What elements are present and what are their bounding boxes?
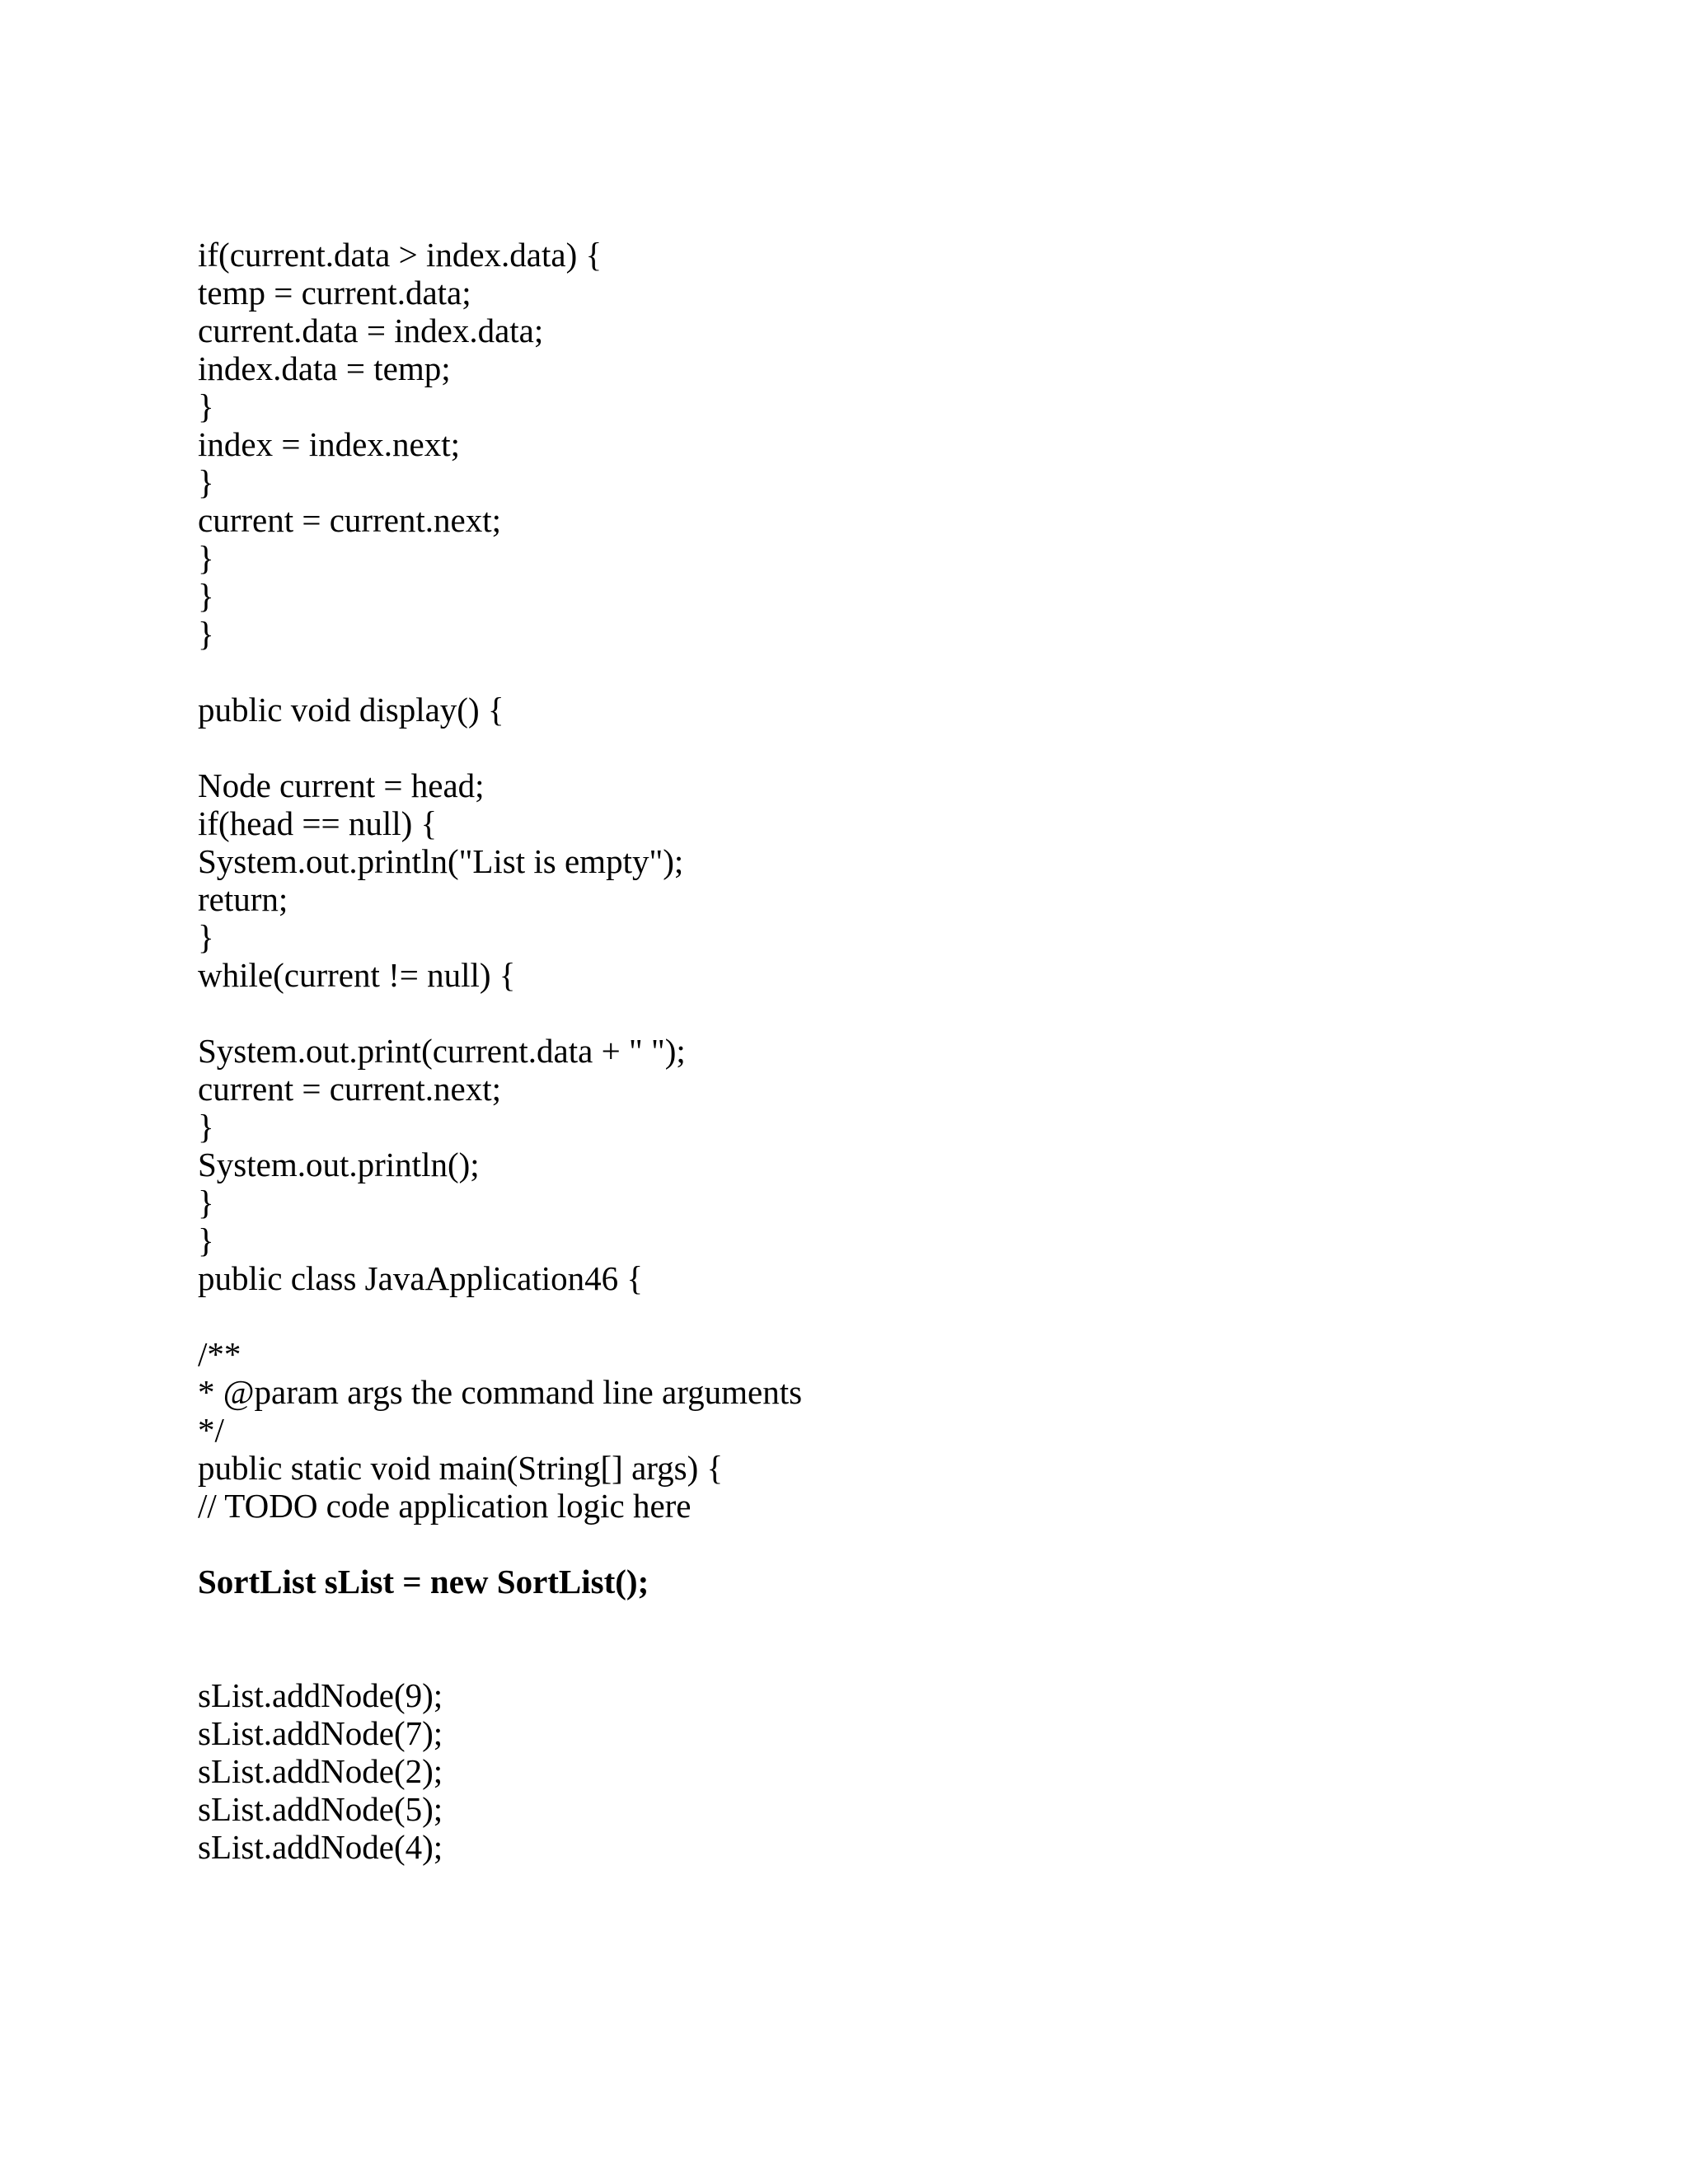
code-line: }	[198, 918, 214, 956]
code-line: */	[198, 1411, 224, 1449]
code-line: public static void main(String[] args) {	[198, 1449, 724, 1487]
blank-line	[198, 1525, 1599, 1563]
code-line: while(current != null) {	[198, 956, 516, 994]
code-line: temp = current.data;	[198, 274, 471, 312]
blank-line	[198, 653, 1599, 691]
code-line: index.data = temp;	[198, 349, 451, 387]
code-line: public void display() {	[198, 691, 504, 729]
blank-line	[198, 994, 1599, 1032]
code-line: }	[198, 577, 214, 615]
code-line: public class JavaApplication46 {	[198, 1259, 644, 1297]
code-line: current = current.next;	[198, 1070, 502, 1108]
code-line: }	[198, 1221, 214, 1259]
code-line: sList.addNode(7);	[198, 1714, 443, 1752]
code-line: System.out.println("List is empty");	[198, 842, 684, 880]
blank-line	[198, 1297, 1599, 1335]
code-line: }	[198, 1183, 214, 1221]
code-line: sList.addNode(2);	[198, 1752, 443, 1790]
code-line: if(current.data > index.data) {	[198, 236, 603, 274]
code-line: }	[198, 463, 214, 501]
code-line: System.out.println();	[198, 1146, 480, 1183]
code-line: sList.addNode(9);	[198, 1676, 443, 1714]
blank-line	[198, 729, 1599, 766]
code-line: current.data = index.data;	[198, 312, 544, 349]
code-line: /**	[198, 1335, 241, 1373]
code-line: index = index.next;	[198, 425, 461, 463]
code-line: }	[198, 387, 214, 425]
code-line: current = current.next;	[198, 501, 502, 539]
code-line: * @param args the command line arguments	[198, 1373, 803, 1411]
code-line: System.out.print(current.data + " ");	[198, 1032, 686, 1070]
code-line: if(head == null) {	[198, 804, 438, 842]
code-line: }	[198, 1108, 214, 1146]
code-line: sList.addNode(5);	[198, 1790, 443, 1828]
code-line: // TODO code application logic here	[198, 1487, 692, 1525]
code-line: Node current = head;	[198, 766, 485, 804]
code-listing	[198, 236, 1599, 1866]
blank-line	[198, 1638, 1599, 1676]
blank-line	[198, 1601, 1599, 1638]
code-line: sList.addNode(4);	[198, 1828, 443, 1866]
code-line: }	[198, 539, 214, 577]
code-line-bold: SortList sList = new SortList();	[198, 1563, 649, 1601]
code-line: return;	[198, 880, 288, 918]
code-line: }	[198, 615, 214, 653]
